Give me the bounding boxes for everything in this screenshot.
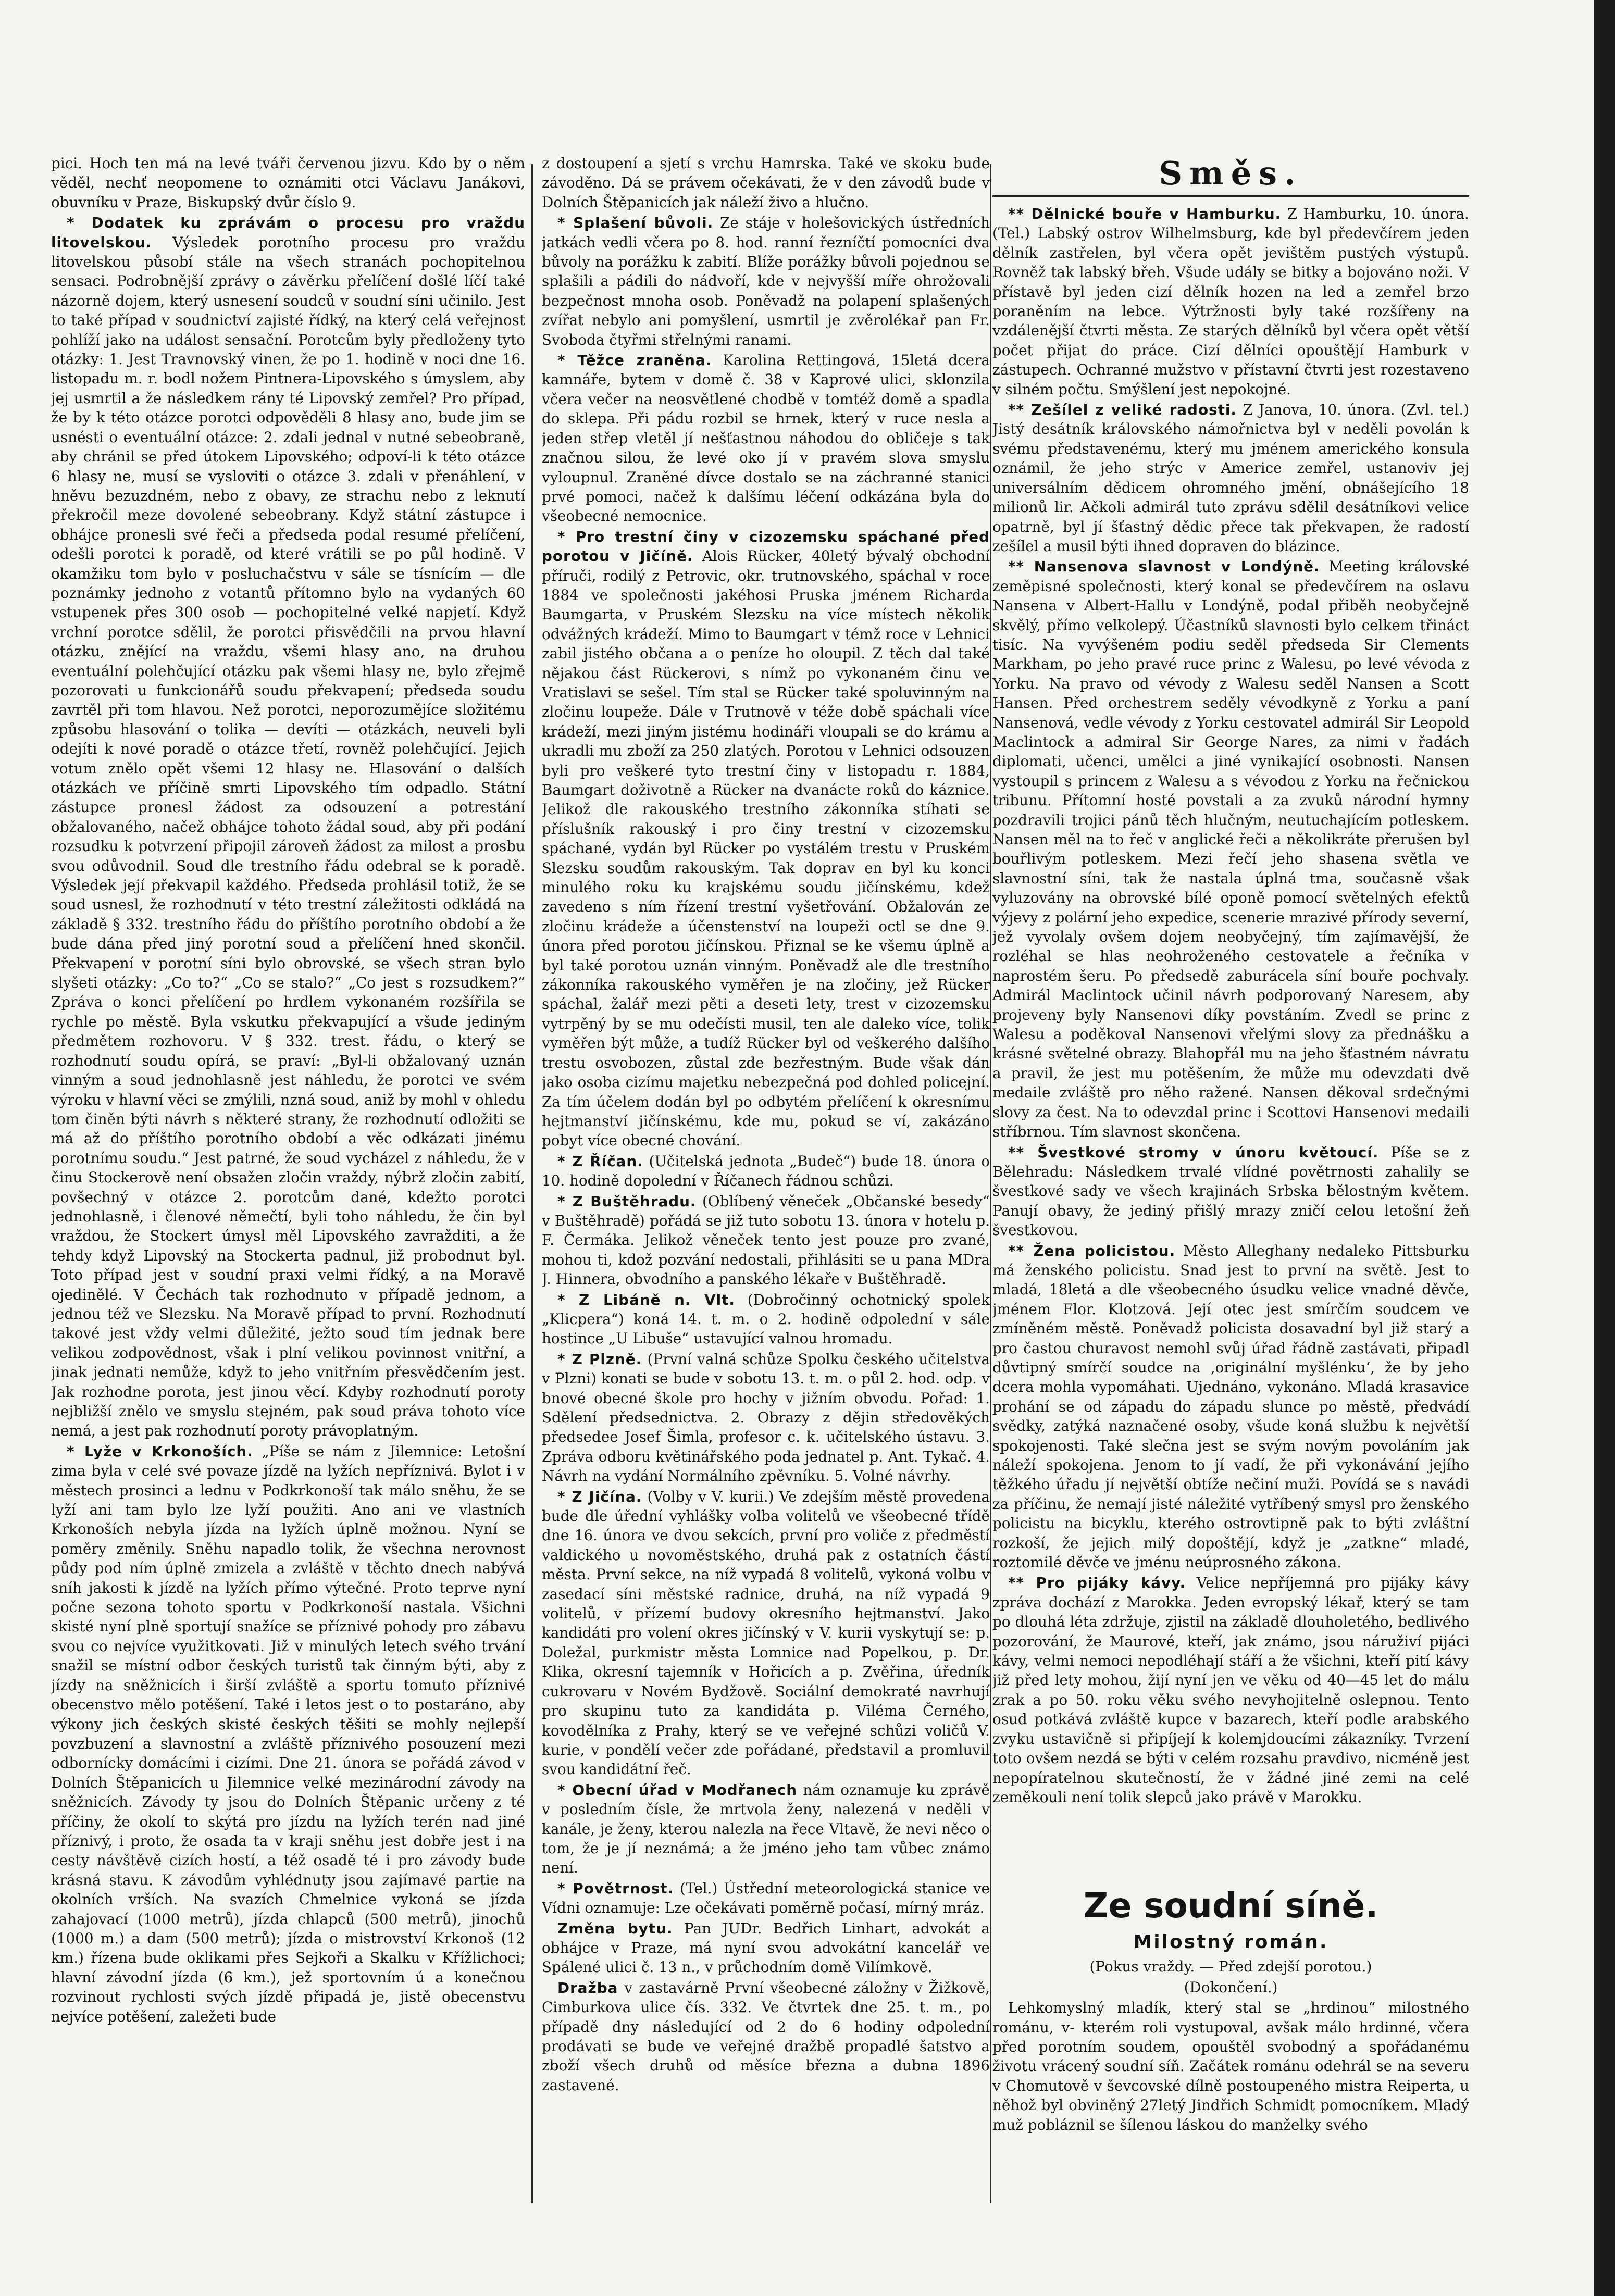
article-paragraph xyxy=(542,1919,990,1977)
article-headline: * Splašení bůvoli. xyxy=(557,214,714,232)
article-text: Z Janova, 10. února. (Zvl. tel.) Jistý desátník královského námořnictva byl v neděli povolán k svému představenému, který mu jménem amerického konsula oznámil, že jeho strýc v Americe zemřel, ustanoviv jej universálním dědicem ohromného jmění, obnášejícího 18 milionů lir. Ačkoli admirál tuto zprávu sdělil desátníkovi velice opatrně, byl jí šťastný dědic přece tak překvapen, že radostí zešílel a musil býti ihned dopraven do blázince. xyxy=(992,401,1469,555)
article-paragraph xyxy=(542,527,990,1151)
article-headline: Dražba xyxy=(557,1979,618,1996)
article-paragraph xyxy=(542,1350,990,1486)
article-paragraph xyxy=(542,1780,990,1878)
scan-edge xyxy=(1594,0,1615,2296)
article-text: nám oznamuje ku zprávě v posledním čísle, že mrtvola ženy, nalezená v neděli v kanále, je ženy, kterou nalezla na řece Vltavě, že nevi něco o tom, že je jí neznámá; a že jméno jeho tam vůbec známo není. xyxy=(542,1781,990,1877)
article-paragraph xyxy=(992,400,1469,556)
article-text: (Učitelská jednota „Budeč“) bude 18. února o 10. hodině dopolední v Říčanech řádnou schůzi. xyxy=(542,1152,990,1190)
article-paragraph xyxy=(51,154,525,212)
article-paragraph xyxy=(542,1192,990,1289)
article-headline: * Lyže v Krkonoších. xyxy=(67,1442,253,1460)
article-paragraph xyxy=(51,1442,525,2026)
article-headline: ** Dělnické bouře v Hamburku. xyxy=(1008,205,1282,222)
column-1 xyxy=(51,154,525,2214)
article-paragraph xyxy=(542,1879,990,1918)
article-text: (Tel.) Ústřední meteorologická stanice ve Vídni oznamuje: Lze očekávati poměrně počasí, mírný mráz. xyxy=(542,1879,990,1917)
article-headline: * Těžce zraněna. xyxy=(557,352,712,369)
article-paragraph xyxy=(542,351,990,526)
article-text: z dostoupení a sjetí s vrchu Hamrska. Také ve skoku bude závoděno. Dá se právem očekávati, že v den závodů bude v Dolních Štěpanicích jak náleží živo a hlučno. xyxy=(542,155,990,211)
article-body: Lehkomyslný mladík, který stal se „hrdinou“ milostného románu, v- kterém roli vystupoval, avšak málo hrdinné, včera před porotním soudem, opouštěl svobodný a spořádanému životu vrácený soudní síň. Začátek románu odehrál se na severu v Chomutově v ševcovské dílně postoupeného mistra Reiperta, u něhož byl obviněný 27letý Jindřich Schmidt pomocníkem. Mladý muž pobláznil se šílenou láskou do manželky svého xyxy=(992,1999,1469,2133)
article-paragraph xyxy=(992,1143,1469,1240)
article-text: Píše se z Bělehradu: Následkem trvalé vlídné povětrnosti zahalily se švestkové sady ve všech krajinách Srbska bělostným květem. Panují obavy, že jediný přišlý mrazy zničí celou letošní žeň švestkovou. xyxy=(992,1143,1469,1239)
article-text: Z Hamburku, 10. února. (Tel.) Labský ostrov Wilhelmsburg, kde byl předevčírem jeden dělník zastřelen, byl včera opět jevištěm pustých výstupů. Rovněž tak labský břeh. Všude udály se bitky a bojováno noži. V přístavě byl jeden cizí dělník hozen na led a zemřel brzo poraněním na lebce. Výtržnosti byly také rozšířeny na vzdálenější čtvrti města. Ze starých dělníků byl včera opět větší počet přijat do práce. Cizí dělníci opouštějí Hamburk v zástupech. Ochranné mužstvo v přístavní čtvrti jest rozestaveno v silném počtu. Smýšlení jest nepokojné. xyxy=(992,205,1469,398)
article-paragraph xyxy=(542,1152,990,1191)
article-paragraph xyxy=(542,1290,990,1349)
article-text: Pan JUDr. Bedřich Linhart, advokát a obhájce v Praze, má nyní svou advokátní kancelář ve Spálené ulici č. 13 n., v průchodním domě Vilímkově. xyxy=(542,1919,990,1976)
column-rule xyxy=(990,164,991,2203)
article-subtitle: (Pokus vraždy. — Před zdejší porotou.) xyxy=(1089,1958,1372,1976)
article-text: „Píše se nám z Jilemnice: Letošní zima byla v celé své povaze jízdě na lyžích nepříznivá. Bylot i v městech prosinci a lednu v Podkrkonoší tak málo sněhu, že se lyží ani tam bylo lze lyží použiti. Ano ani ve vlastních Krkonoších nebyla jízda na lyžích úplně možnou. Nyní se poměry změnily. Sněhu napadlo tolik, že všechna nerovnost půdy pod ním úplně zmizela a zvláště v těchto dnech nabývá sníh jakosti k jízdě na lyžích přímo výtečné. Proto teprve nyní počne sezona tohoto sportu v Podkrkonoší nastala. Všichni skisté nyní plně sportují snažíce se příznivé pohody pro zábavu svou co nejvíce využitkovati. Již v minulých letech svého trvání snažil se místní odbor českých turistů tak činným býti, aby z jízdy na sněžnicích i širší zvláště a sportu tomuto příznivé obecenstvo mělo potěšení. Také i letos jest o to postaráno, aby výkony jich českých skisté českých těšiti se mohly nejlepší povzbuzení a slavnostní a zvláště příznivého posouzení mezi odbornícky domácími i cizími. Dne 21. února se pořádá závod v Dolních Štěpanicích u Jilemnice velké mezinárodní závody na sněžnicích. Závody ty jsou do Dolních Štěpanic určeny z té příčiny, že okolí to skýtá pro jízdu na lyžích terén nad jiné příznivý, i proto, že osada ta v kraji sněhu jest dobře jest i na cesty návštěvě cizích hostí, a též osadě té i pro závody bude krásná stavu. K závodům vyhlédnuty jsou zajímavé partie na okolních vrších. Na svazích Chmelnice vykoná se jízda zahajovací (1000 metrů), jízda chlapců (500 metrů), jinochů (1000 m.) a dam (500 metrů); jízda o mistrovství Krkonoš (12 km.) řízena bude oklikami přes Sejkoři a Skalku v Křížlichoci; hlavní závodní jízda (6 km.), jež sportovním ú a konečnou rozvinout rychlosti svých jízdě připadá je, jistě obecenstvu nejvíce potěšení, zaležeti bude xyxy=(51,1442,525,2025)
article-headline: ** Švestkové stromy v únoru květoucí. xyxy=(1008,1143,1379,1161)
article-text: Meeting královské zeměpisné společnosti, který konal se předevčírem na oslavu Nansena v Albert-Hallu v Londýně, podal přiběh neobyčejně skvělý, přímo velkolepý. Účastníků slavnosti bylo celkem třináct tisíc. Na vyvýšeném podiu seděl předseda Sir Clements Markham, po jeho pravé ruce princ z Walesu, po levé vévoda z Yorku. Na pravo od vévody z Walesu seděl Nansen a Scott Hansen. Před orchestrem seděly vévodkyně z Yorku a paní Nansenová, vedle vévody z Yorku cestovatel admirál Sir Leopold Maclintock a admiral Sir George Nares, za nimi v řadách diplomati, učenci, umělci a jiné vynikající osobnosti. Nansen vystoupil s princem z Walesu a s vévodou z Yorku na řečnickou tribunu. Přítomní hosté povstali a za zvuků národní hymny pozdravili trojici pánů těch hlučným, neutuchajícím potleskem. Nansen měl na to řeč v anglické řeči a několikráte přerušen byl bouřlivým potleskem. Mezi řečí jeho shasena světla ve slavnostní síni, tak že nastala úplná tma, současně však vyluzovány na obrovské bílé oponě pomocí světelných efektů výjevy z polární jeho expedice, scenerie mrazivé přírody severní, jež vyvolaly ovšem dojem neobyčejný, tím zajímavější, že rozléhal se hlas neohroženého cestovatele a řečníka v naprostém šeru. Po předsedě zaburácela síní bouře pochvaly. Admirál Maclintock učinil návrh podporovaný Naresem, aby projeveny byly Nansenovi díky povstáním. Zvedl se princ z Walesu a poděkoval Nansenovi vřelými slovy za přednášku a krásné světelné obrazy. Blahopřál mu na jeho šťastném návratu a pravil, že jest mu potěšením, že může mu odevzdati dvě medaile zvláště pro něho ražené. Nansen děkoval srdečnými slovy za čest. Na to odevzdal princ i Scottovi Hansenovi medaili stříbrnou. Tím slavnost skončena. xyxy=(992,558,1469,1141)
article-text: Město Alleghany nedaleko Pittsburku má ženského policistu. Snad jest to první na světě. Jest to mladá, 18letá a dle všeobecného úsudku velice vnadné děvče, jménem Flor. Klotzová. Její otec jest smírčím soudcem ve zmíněném městě. Poněvadž policista dosavadní byl již starý a pro častou churavost nemohl svůj úřad řádně zastávati, připadl důvtipný smírčí soudce na ‚originální myšlénku‘, že by jeho dcera mohla vypomáhati. Ujednáno, vykonáno. Mladá krasavice prohání se od západu do západu slunce po městě, předvádí svědky, zatýká naznačené osoby, všude koná službu k největší spokojenosti. Také slečna jest se svým novým povoláním jak náleží spokojena. Jenom to jí vadí, že při vykonávání jejího těžkého úřadu jí největší obtíže nečiní muži. Povídá se s navádi za příčinu, že nemají jisté náležité vytříbený smysl pro ženského policistu na bicyklu, kterého ostrovtipně pak to býti zvláštní rozkoší, že jejich milý dopoštějí, když je „zatkne“ mladé, roztomilé děvče ve jménu neúprosného zákona. xyxy=(992,1242,1469,1571)
article-paragraph xyxy=(992,1573,1469,1807)
article-paragraph xyxy=(542,154,990,212)
article-paragraph xyxy=(51,213,525,1441)
article-headline: * Pro trestní činy v cizozemsku spáchané před porotou v Jičíně. xyxy=(542,528,990,565)
divider xyxy=(992,195,1469,197)
article-paragraph xyxy=(992,557,1469,1141)
column-rule xyxy=(531,164,533,2203)
article-headline: * Z Jičína. xyxy=(557,1488,642,1505)
article-title: Milostný román. xyxy=(1133,1931,1328,1953)
article-headline: ** Pro pijáky kávy. xyxy=(1008,1574,1186,1592)
article-text: Velice nepříjemná pro pijáky kávy zpráva dochází z Marokka. Jeden evropský lékař, který se tam po dlouhá léta zdržuje, zjistil na základě dlouholetého, bedlivého pozorování, že Maurové, kteří, jak známo, jsou náruživí pijáci kávy, velmi nemoci nepodléhají stáří a že všichni, kteří pití kávy již před lety mohou, žijí nyní jen ve věku od 40—45 let do málu zrak a po 50. roku věku svého nevyhojitelně oslepnou. Tento osud potkává zvláště kupce v bazarech, kteří podle arabského zvyku ustavičně si připíjejí k kolemjdoucími zákazníky. Tvrzení toto ovšem nezdá se býti v celém rozsahu pravdivo, nicméně jest nepopíratelnou skutečností, že v žádné jiné zemi na celé zeměkouli není tolik slepců jako právě v Marokku. xyxy=(992,1574,1469,1806)
smes-articles xyxy=(992,204,1469,1807)
section-heading-smes: Směs. xyxy=(1159,154,1303,192)
article-text: v zastavárně První všeobecné záložny v Žižkově, Cimburkova ulice čís. 332. Ve čtvrtek dne 25. t. m., po případě dny následující od 2 do 6 hodiny odpolední prodávati se bude ve veřejné dražbě propadlé šatstvo a zboží všech druhů od měsíce března a dubna 1896 zastavené. xyxy=(542,1979,990,2094)
article-paragraph xyxy=(542,1487,990,1779)
section-heading-court: Ze soudní síně. xyxy=(1083,1886,1378,1926)
article-headline: * Z Libáně n. Vlt. xyxy=(557,1291,735,1308)
article-text: pici. Hoch ten má na levé tváři červenou jizvu. Kdo by o něm věděl, nechť neopomene to oznámiti otci Václavu Janákovi, obuvníku v Praze, Biskupský dvůr číslo 9. xyxy=(51,155,525,211)
article-headline: ** Zešílel z veliké radosti. xyxy=(1008,401,1237,419)
article-headline: * Dodatek ku zprávám o procesu pro vraždu litovelskou. xyxy=(51,214,525,251)
column-3 xyxy=(992,154,1469,2214)
article-paragraph xyxy=(992,1241,1469,1573)
column-2 xyxy=(542,154,990,2214)
article-text: (Oblíbený věneček „Občanské besedy“ v Buštěhradě) pořádá se již tuto sobotu 13. února v hotelu p. F. Čermáka. Jelikož věneček tento jest pouze pro zvané, mohou ti, kdož pozvání nedostali, přihlásiti se u pana MDra J. Hinnera, obvodního a panského lékaře v Buštěhradě. xyxy=(542,1192,990,1288)
article-headline: * Povětrnost. xyxy=(557,1879,674,1897)
article-headline: * Z Buštěhradu. xyxy=(557,1192,697,1210)
article-text: (Dobročinný ochotnický spolek „Klicpera“) koná 14. t. m. o 2. hodině odpolední v sále hostince „U Libuše“ ustavující valnou hromadu. xyxy=(542,1291,990,1347)
article-text: (Volby v V. kurii.) Ve zdejším městě provedena bude dle úřední vyhlášky volba volitelů ve všeobecné třídě dne 16. února ve dvou sekcích, první pro voliče z předměstí valdického u novoměstského, druhá pak z ostatních částí města. První sekce, na níž vypadá 8 volitelů, vykoná volbu v zasedací síni městské radnice, druhá, na níž vypadá 9 volitelů, v přízemí budovy okresního hejtmanství. Jako kandidáti pro volení okres jičínský v V. kurii vyskytují se: p. Doležal, purkmistr města Lomnice nad Popelkou, p. Dr. Klika, okresní tajemník v Hořicích a p. Zvěřina, úředník cukrovaru v Novém Bydžově. Sociální demokraté navrhují pro skupinu tuto za kandidáta p. Viléma Černého, kovodělníka z Prahy, který se ve veřejné schůzi voličů V. kurie, v pondělí večer zde pořádané, představil a promluvil svou kandidátní řeč. xyxy=(542,1488,990,1778)
article-headline: ** Nansenova slavnost v Londýně. xyxy=(1008,558,1320,576)
article-headline: * Z Plzně. xyxy=(557,1350,642,1368)
article-text: Výsledek porotního procesu pro vraždu litovelskou působí stále na všech stranách pochopitelnou sensaci. Podrobnější zprávy o závěrku přelíčení došlé líčí také názorně dojem, který usnesení soudců v soudní síni učinilo. Jest to také případ v soudnictví zajisté řídký, na který celá veřejnost pohlíží jako na událost sensační. Porotcům byly předloženy tyto otázky: 1. Jest Travnovský vinen, že po 1. hodině v noci dne 16. listopadu m. r. bodl nožem Pintnera-Lipovského s úmyslem, aby jej usmrtil a že následkem rány té Lipovský zemřel? Pro případ, že by k této otázce porotci odpověděli 8 hlasy ano, bude jim se usnésti o eventuální otázce: 2. zdali jednal v nutné sebeobraně, aby chránil se před útokem Lipovského; odpoví-li k této otázce 6 hlasy ne, musí se vysloviti o otázce 3. zdali v přenáhlení, v hněvu bezuzdném, nebo z obavy, ze strachu nebo z leknutí překročil meze dovolené sebeobrany. Když státní zástupce i obhájce pronesli své řeči a předseda podal resumé přelíčení, odešli porotci k poradě, od které vrátili se po půl hodině. V okamžiku tom bylo v posluchačstvu v sále se tísnícím — dle poznámky jednoho z votantů přítomno bylo na vydaných 60 vstupenek přes 300 osob — pochopitelné velké napjetí. Když vrchní porotce sdělil, že porotci přisvědčili na prvou hlavní otázku, znějící na vraždu, všemi hlasy ano, na druhou eventuální polehčující otázku pak všemi hlasy ne, bylo zřejmě pozorovati u funkcionářů soudu překvapení; předseda soudu zavrtěl při tom hlavou. Než porotci, neporozumějíce složitému způsobu hlasování o tolika — devíti — otázkách, neuveli byli odejíti k nové poradě o otázce třetí, rovněž polehčující. Jejich votum znělo opět všemi 12 hlasy ne. Hlasování o dalších otázkách ve příčině smrti Lipovského tím odpadlo. Státní zástupce pronesl žádost za odsouzení a potrestání obžalovaného, načež obhájce tohoto žádal soud, aby při podání rozsudku k potvrzení připojil zároveň žádost za milost a prosbu svou odůvodnil. Soud dle trestního řádu odebral se k poradě. Výsledek její překvapil každého. Předseda prohlásil totiž, že se soud usnesl, že rozhodnutí v této trestní záležitosti odkládá na základě § 332. trestního řádu do příštího porotního období a že bude dána před jiný porotní soud a přelíčení hned skončil. Překvapení v porotní síni bylo obrovské, se všech stran bylo slyšeti otázky: „Co to?“ „Co se stalo?“ „Co jest s rozsudkem?“ Zpráva o konci přelíčení po hrdlem vykonaném rozšířila se rychle po městě. Byla vskutku překvapující a všude jediným předmětem rozhovoru. V § 332. trest. řádu, o který se rozhodnutí soudu opírá, se praví: „Byl-li obžalovaný uznán vinným a soud jednohlasně jest náhledu, že porotci ve svém výroku v hlavní věci se zmýlili, nzná soud, aniž by mohl v ohledu tom činěn býti návrh s některé strany, že rozhodnutí odložiti se má až do příštího porotního období a věc odkázati jinému porotnímu soudu.“ Jest patrné, že soud vycházel z náhledu, že v činu Stockerově není obsažen zločin vraždy, nýbrž zločin zabití, povšechný v otázce 2. porotcům dané, kdežto porotci jednohlasně, i členové němečtí, byli toho náhledu, že čin byl vraždou, že Stockert úmysl měl Lipovského zavražditi, a že tehdy když Lipovský na Stockerta padnul, již probodnut byl. Toto případ jest v soudní praxi velmi řídký, a na Moravě ojedinělé. V Čechách tak rozhodnuto v případě jednom, a jednou též ve Slezsku. Na Moravě případ to první. Rozhodnutí takové jest vždy velmi důležité, ježto soud tím jednak bere velikou zodpovědnost, však i plní velikou povinnost vnitřní, a jinak jednati nemůže, když to jeho vnitřním přesvědčením jest. Jak rozhodne porota, jest jinou věcí. Kdyby rozhodnutí poroty nejbližší znělo ve smyslu stejném, pak soud práva tohoto více nemá, a jest pak rozhodnutí poroty právoplatným. xyxy=(51,233,525,1440)
article-headline: ** Žena policistou. xyxy=(1008,1242,1176,1259)
article-paragraph xyxy=(542,213,990,350)
article-headline: * Obecní úřad v Modřanech xyxy=(557,1781,798,1799)
article-text: Karolina Rettingová, 15letá dcera kamnáře, bytem v domě č. 38 v Kaprové ulici, sklonzila včera večer na neosvětlené chodbě v tomtéž domě a spadla do sklepa. Při pádu rozbil se hrnek, který v ruce nesla a jeden střep vletěl jí nešťastnou náhodou do obličeje s tak značnou silou, že levé oko jí v pravém slova smyslu vyloupnul. Zraněné dívce dostalo se na záchranné stanici prvé pomoci, načež k dalšímu léčení odkázána byla do všeobecné nemocnice. xyxy=(542,352,990,525)
article-continuation-note: (Dokončení.) xyxy=(1184,1978,1278,1996)
article-headline: Změna bytu. xyxy=(557,1919,673,1937)
article-text: Alois Rücker, 40letý bývalý obchodní příruči, rodilý z Petrovic, okr. trutnovského, spáchal v roce 1884 ve společnosti jakéhosi Pruska jménem Richarda Baumgarta, v Pruském Slezsku na více místech několik odvážných krádeží. Mimo to Baumgart v témž roce v Lehnici zabil jistého občana a o peníze ho oloupil. Z těch dal také nějakou část Rückerovi, s nímž po vykonaném činu ve Vratislavi se sešel. Tím stal se Rücker také spoluvinným na zločinu loupeže. Dále v Trutnově v téže době spáchali více krádeží, mezi jiným jistému hodináři vloupali se do krámu a ukradli mu zboží za 250 zlatých. Porotou v Lehnici odsouzen byli pro veškeré tyto trestní činy v listopadu r. 1884, Baumgart doživotně a Rücker na dvanácte roků do káznice. Jelikož dle rakouského trestního zákonníka stíhati se příslušník rakouský i pro činy trestní v cizozemsku spáchané, vydán byl Rücker po vystálém trestu v Pruském Slezsku soudům rakouským. Tak doprav en byl ku konci minulého roku ku krajskému soudu jičínskému, kdež zavedeno s ním řízení trestní vyšetřování. Obžalován ze zločinu krádeže a účenstenství na loupeži octl se dne 9. února před porotou jičínskou. Přiznal se ke všemu úplně a byl také porotou uznán vinným. Poněvadž ale dle trestního zákonníka rakouského vyměřen je na zločiny, jež Rücker spáchal, žalář mezi pěti a deseti lety, trest v cizozemsku vytrpěný by se mu odečísti musil, ten ale daleko více, tolik vyměřen být může, a tudíž Rücker byl od veškerého dalšího trestu osvobozen, zůstal zde bezřestným. Bude však dán jako osoba cizímu majetku nebezpečná pod dohled policejní. Za tím účelem dodán byl po odbytém přelíčení k okresnímu hejtmanství jičínskému, kde mu, pokud se ví, zakázáno pobyt více obecné chování. xyxy=(542,547,990,1150)
article-text: (První valná schůze Spolku českého učitelstva v Plzni) konati se bude v sobotu 13. t. m. o půl 2. hod. odp. v bnové obecné škole pro hochy v jižním obvodu. Pořad: 1. Sdělení předsednictva. 2. Obrazy z dějin středověkých předsedee Josef Šimla, profesor c. k. učitelského ústavu. 3. Zpráva odboru květinářského poda jednatel p. Ant. Tykač. 4. Návrh na vydání Normálního zpěvníku. 5. Volné návrhy. xyxy=(542,1350,990,1485)
article-paragraph xyxy=(992,204,1469,399)
article-text: Ze stáje v holešovických ústředních jatkách vedli včera po 8. hod. ranní řezníčtí pomocníci dva bůvoly na porážku k zabití. Blíže porážky bůvoli pojednou se splašili a pádili do nádvoří, kde v nejvyšší míře ohrožovali bezpečnost mnoha osob. Poněvadž na polapení splašených zvířat nebylo ani pomyšlení, usmrtil je zvěrolékař pan Fr. Svoboda čtyřmi střelnými ranami. xyxy=(542,214,990,348)
article-paragraph xyxy=(542,1978,990,2095)
article-headline: * Z Říčan. xyxy=(557,1152,643,1170)
